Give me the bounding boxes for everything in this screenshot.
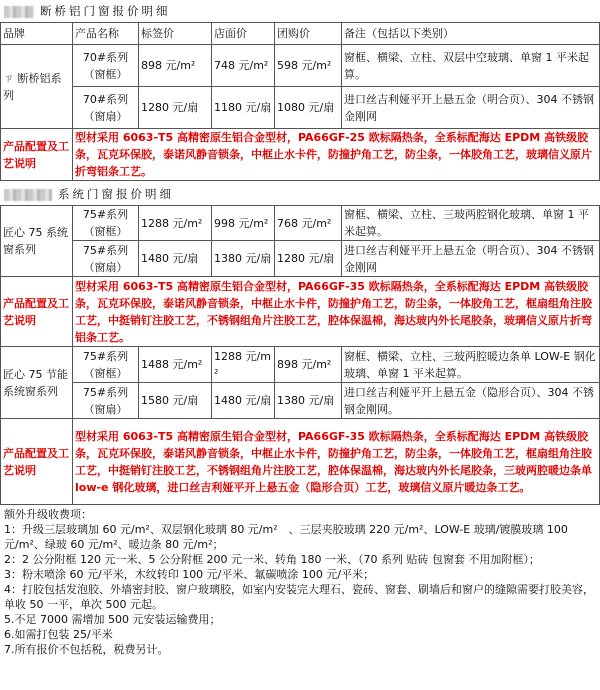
- section1-table: [0, 22, 600, 181]
- note-item: 1：升级三层玻璃加 60 元/m²、双层钢化玻璃 80 元/m² 、三层夹胶玻璃 220 元/m²、LOW-E 玻璃/镀膜玻璃 100 元/m²、绿玻 60 元/m²、暖边条 80 元/m²；: [4, 523, 568, 551]
- store-price: 1380 元/扇: [212, 241, 275, 277]
- header-tag-price: 标签价: [139, 23, 212, 45]
- header-note: 备注（包括以下类别）: [342, 23, 600, 45]
- note: 进口丝吉利娅平开上悬五金（明合页）、304 不锈钢金刚网: [342, 87, 600, 129]
- group-price: 1380 元/扇: [275, 383, 342, 419]
- note-item: 4：打胶包括发泡胶、外墙密封胶、窗户玻璃胶，如室内安装完大理石、瓷砖、窗套、刷墙后和窗户的缝隙需要打胶美容，单收 50 一平，单次 500 元起。: [4, 583, 594, 611]
- table-row: [1, 241, 600, 277]
- store-price: 1480 元/扇: [212, 383, 275, 419]
- config-text: 型材采用 6063-T5 高精密原生铝合金型材，PA66GF-35 欧标隔热条，全系标配海达 EPDM 高铁级胶条，瓦克环保胶，泰诺风静音锁条，中框止水卡件，防撞护角工艺，防尘条，一体胶角工艺，框扇组角注胶工艺，中挺销钉注胶工艺，不锈钢组角片注胶工艺，腔体保温棉，海达玻内外长尾胶条，三玻两腔暖边条单 low-e 钢化玻璃，进口丝吉利娅平开上悬五金（隐形合页）工艺，玻璃信义原片暖边条工艺。: [73, 419, 600, 505]
- extra-fees-notes: [0, 505, 600, 657]
- note-item: 6.如需打包装 25/平米: [4, 628, 113, 641]
- config-row: [1, 277, 600, 347]
- note: 进口丝吉利娅平开上悬五金（隐形合页）、304 不锈钢金刚网。: [342, 383, 600, 419]
- note: 窗框、横梁、立柱、三玻两腔暖边条单 LOW-E 钢化玻璃、单窗 1 平米起算。: [342, 347, 600, 383]
- group-price: 598 元/m²: [275, 45, 342, 87]
- notes-heading: 额外升级收费项：: [4, 508, 92, 521]
- tag-price: 898 元/m²: [139, 45, 212, 87]
- tag-price: 1288 元/m²: [139, 206, 212, 241]
- store-price: 748 元/m²: [212, 45, 275, 87]
- section2-table: [0, 205, 600, 505]
- note: 进口丝吉利娅平开上悬五金（明合页）、304 不锈钢金刚网: [342, 241, 600, 277]
- config-row: [1, 129, 600, 181]
- note-item: 7.所有报价不包括税，税费另计。: [4, 643, 169, 656]
- config-text: 型材采用 6063-T5 高精密原生铝合金型材，PA66GF-25 欧标隔热条，全系标配海达 EPDM 高铁级胶条，瓦克环保胶，泰诺风静音锁条，中框止水卡件，防撞护角工艺，防尘条，一体胶角工艺，玻璃信义原片折弯铝条工艺。: [73, 129, 600, 181]
- note-item: 2：2 公分附框 120 元一米、5 公分附框 200 元一米、转角 180 一米、（70 系列 贴砖 包窗套 不用加附框）；: [4, 553, 540, 566]
- product-name: 75#系列（窗扇）: [73, 383, 139, 419]
- group-price: 1280 元/扇: [275, 241, 342, 277]
- config-label: 产品配置及工艺说明: [1, 419, 73, 505]
- brand-name: 断桥铝系列: [3, 71, 62, 102]
- section2-title: 系统门窗报价明细: [58, 187, 174, 201]
- section1-title: 断桥铝门窗报价明细: [40, 4, 171, 18]
- brand-prefix: ㄗ: [3, 71, 14, 85]
- store-price: 1180 元/扇: [212, 87, 275, 129]
- tag-price: 1280 元/扇: [139, 87, 212, 129]
- header-brand: 品牌: [1, 23, 73, 45]
- table-row: [1, 347, 600, 383]
- header-group-price: 团购价: [275, 23, 342, 45]
- group-price: 1080 元/扇: [275, 87, 342, 129]
- series-name: 匠心 75 节能系统窗系列: [1, 347, 73, 419]
- table-row: [1, 206, 600, 241]
- section2-title-row: [0, 183, 600, 205]
- product-name: 75#系列（窗扇）: [73, 241, 139, 277]
- config-label: 产品配置及工艺说明: [1, 277, 73, 347]
- table-row: [1, 87, 600, 129]
- section1-header-row: [1, 23, 600, 45]
- redacted-logo: [4, 6, 34, 18]
- redacted-logo: [4, 189, 52, 201]
- header-product: 产品名称: [73, 23, 139, 45]
- brand-cell: [1, 45, 73, 129]
- tag-price: 1480 元/扇: [139, 241, 212, 277]
- table-row: [1, 45, 600, 87]
- note-item: 5.不足 7000 需增加 500 元安装运输费用；: [4, 613, 221, 626]
- group-price: 898 元/m²: [275, 347, 342, 383]
- tag-price: 1580 元/扇: [139, 383, 212, 419]
- config-text: 型材采用 6063-T5 高精密原生铝合金型材，PA66GF-35 欧标隔热条，全系标配海达 EPDM 高铁级胶条，瓦克环保胶，泰诺风静音锁条，中框止水卡件，防撞护角工艺，防尘条，一体胶角工艺，框扇组角注胶工艺，中挺销钉注胶工艺，不锈钢组角片注胶工艺，腔体保温棉，海达玻内外长尾胶条，玻璃信义原片折弯铝条工艺。: [73, 277, 600, 347]
- store-price: 1288 元/m²: [212, 347, 275, 383]
- tag-price: 1488 元/m²: [139, 347, 212, 383]
- product-name: 75#系列（窗框）: [73, 347, 139, 383]
- series-name: 匠心 75 系统窗系列: [1, 206, 73, 277]
- store-price: 998 元/m²: [212, 206, 275, 241]
- note-item: 3：粉末喷涂 60 元/平米，木纹转印 100 元/平米、氟碳喷涂 100 元/平米；: [4, 568, 375, 581]
- section1-title-row: [0, 0, 600, 22]
- config-row: [1, 419, 600, 505]
- group-price: 768 元/m²: [275, 206, 342, 241]
- header-store-price: 店面价: [212, 23, 275, 45]
- product-name: 75#系列（窗框）: [73, 206, 139, 241]
- config-label: 产品配置及工艺说明: [1, 129, 73, 181]
- product-name: 70#系列（窗扇）: [73, 87, 139, 129]
- note: 窗框、横梁、立柱、双层中空玻璃、单窗 1 平米起算。: [342, 45, 600, 87]
- product-name: 70#系列（窗框）: [73, 45, 139, 87]
- table-row: [1, 383, 600, 419]
- note: 窗框、横梁、立柱、三玻两腔钢化玻璃、单窗 1 平米起算。: [342, 206, 600, 241]
